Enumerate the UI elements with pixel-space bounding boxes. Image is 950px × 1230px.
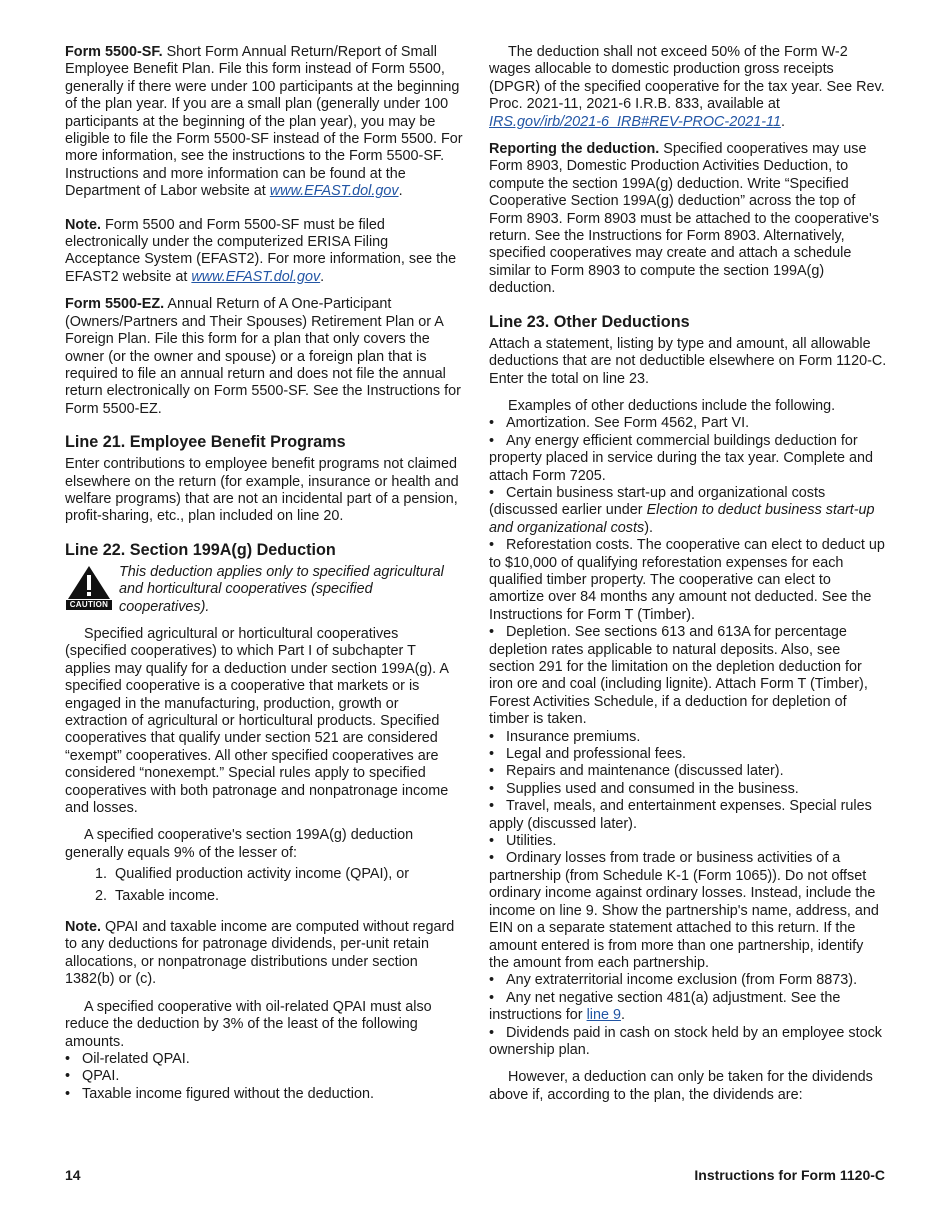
list-item: • Amortization. See Form 4562, Part VI. [489,415,750,432]
list-item: • Insurance premiums. [489,728,641,745]
list-item: • Any extraterritorial income exclusion (from Form 8873). [489,972,858,989]
caution-icon [65,564,113,616]
heading-line-21: Line 21. Employee Benefit Programs [65,433,346,452]
rev-proc-link[interactable]: IRS.gov/irb/2021-6_IRB#REV-PROC-2021-11 [489,113,781,130]
efast2-link[interactable]: www.EFAST.dol.gov [191,268,321,285]
heading-line-22: Line 22. Section 199A(g) Deduction [65,540,336,559]
paragraph-deduction-equals: A specified cooperative's section 199A(g) deduction generally equals 9% of the lesser of: [65,827,414,861]
caution-label: CAUTION [66,600,112,610]
heading-line-23: Line 23. Other Deductions [489,312,690,331]
list-item: • QPAI. [65,1068,120,1085]
lead-form-5500-sf: Form 5500-SF. [65,44,163,60]
numbered-list [65,866,463,905]
paragraph-reporting-deduction: Reporting the deduction. Specified cooperatives may use Form 8903, Domestic Production Activities Deduction, to compute the section 199A(g) deduction. Write “Specified Cooperative Section 199A(g) deduction” across the top of Form 8903. Form 8903 must be attached to the cooperative's return. See the Instructions for Form 8903. Alternatively, specified cooperatives may create and attach a schedule similar to Form 8903 to compute the section 199A(g) deduction. [489,141,879,297]
warning-triangle-icon [66,564,112,600]
footer-title: Instructions for Form 1120-C [694,1167,885,1183]
list-item: 2. Taxable income. [94,887,219,904]
caution-text: This deduction applies only to specified agricultural and horticultural cooperatives (specified cooperatives). [119,563,444,615]
list-item: • Repairs and maintenance (discussed later). [489,763,784,780]
line-9-link[interactable]: line 9 [586,1007,621,1024]
paragraph-form-5500-sf: Form 5500-SF. Short Form Annual Return/Report of Small Employee Benefit Plan. File this form instead of Form 5500, generally if there were under 100 participants at the beginning of the plan year. If you are a small plan (generally under 100 participants at the beginning of the plan year), you may be eligible to file the Form 5500-SF instead of the Form 5500. For more information, see the instructions to the Form 5500-SF. Instructions and more information can be found at the Department of Labor website at www.EFAST.dol.gov. [65,44,463,200]
list-item: • Any energy efficient commercial buildings deduction for property placed in service during the tax year. Complete and attach Form 7205. [489,432,873,484]
left-column [65,44,463,1103]
list-item: • Reforestation costs. The cooperative can elect to deduct up to $10,000 of qualifying reforestation expenses for each qualified timber property. The cooperative can elect to amortize over 84 months any amount not deducted. See the Instructions for Form T (Timber). [489,537,885,623]
right-column [489,44,887,1114]
list-item: • Certain business start-up and organizational costs (discussed earlier under Election to deduct business start-up and organizational costs). [489,484,875,536]
list-item: • Travel, meals, and entertainment expenses. Special rules apply (discussed later). [489,798,872,832]
paragraph-note-efast2: Note. Form 5500 and Form 5500-SF must be filed electronically under the computerized ERISA Filing Acceptance System (EFAST2). For more information, see the EFAST2 website at www.EFAST.dol.gov. [65,216,457,285]
list-item: • Any net negative section 481(a) adjustment. See the instructions for line 9. [489,989,841,1024]
list-item: • Legal and professional fees. [489,746,687,763]
efast-link[interactable]: www.EFAST.dol.gov [269,183,399,200]
paragraph-deduction-limit: The deduction shall not exceed 50% of the Form W-2 wages allocable to domestic production gross receipts (DPGR) of the specified cooperative for the tax year. See Rev. Proc. 2021-11, 2021-6 I.R.B. 833, available at IRS.gov/irb/2021-6_IRB#REV-PROC-2021-11. [489,44,885,130]
list-item: 1. Qualified production activity income (QPAI), or [94,866,410,883]
list-item: • Utilities. [489,833,557,850]
list-item: • Oil-related QPAI. [65,1050,190,1067]
list-item: • Depletion. See sections 613 and 613A for percentage depletion rates applicable to natural deposits. Also, see section 291 for the limitation on the depletion deduction for iron ore and coal (including lignite). Attach Form T (Timber), Forest Activities Schedule, if a deduction for depletion of timber is taken. [489,624,868,728]
paragraph-line-23: Attach a statement, listing by type and amount, all allowable deductions that are not deductible elsewhere on Form 1120-C. Enter the total on line 23. [489,335,887,387]
paragraph-specified-cooperatives: Specified agricultural or horticultural cooperatives (specified cooperatives) to which Part I of subchapter T applies may qualify for a deduction under section 199A(g). A specified cooperative is a cooperative that markets or is engaged in the manufacturing, production, growth or extraction of agricultural or horticultural products. Specified cooperatives that qualify under section 521 are considered “exempt” cooperatives. All other specified cooperatives are considered “nonexempt.” Special rules apply to specified cooperatives with both patronage and nonpatronage income and losses. [65,625,449,817]
bullet-list-other-deductions [489,415,887,1059]
list-item: • Supplies used and consumed in the business. [489,780,799,797]
paragraph-line-21: Enter contributions to employee benefit programs not claimed elsewhere on the return (for example, insurance or health and welfare programs) that are not an incidental part of a pension, profit-sharing, etc., plan included on line 20. [65,456,459,525]
paragraph-note-qpai: Note. QPAI and taxable income are computed without regard to any deductions for patronage dividends, per-unit retain allocations, or nonpatronage distributions under section 1382(b) or (c). [65,919,455,988]
bullet-list-oil [65,1051,463,1103]
paragraph-examples: Examples of other deductions include the following. [508,397,836,414]
paragraph-oil-related: A specified cooperative with oil-related QPAI must also reduce the deduction by 3% of the least of the following amounts. [65,998,432,1050]
list-item: • Dividends paid in cash on stock held by an employee stock ownership plan. [489,1024,882,1058]
paragraph-form-5500-ez: Form 5500-EZ. Annual Return of A One-Participant (Owners/Partners and Their Spouses) Retirement Plan or A Foreign Plan. File this form for a plan that only covers the owner (or the owner and spouse) or a foreign plan that is required to file an annual return and does not file the annual return electronically on Form 5500-SF. See the Instructions for Form 5500-EZ. [65,296,461,417]
list-item: • Ordinary losses from trade or business activities of a partnership (from Schedule K-1 (Form 1065)). Do not offset ordinary income against ordinary losses. Instead, include the income on line 9. Show the partnership's name, address, and EIN on a separate statement attached to this return. If the amount entered is from more than one partnership, identify the amount from each partnership. [489,850,879,971]
caution-box [65,564,463,616]
page-number: 14 [65,1167,81,1183]
list-item: • Taxable income figured without the deduction. [65,1085,374,1102]
paragraph-however: However, a deduction can only be taken for the dividends above if, according to the plan, the dividends are: [489,1069,873,1103]
